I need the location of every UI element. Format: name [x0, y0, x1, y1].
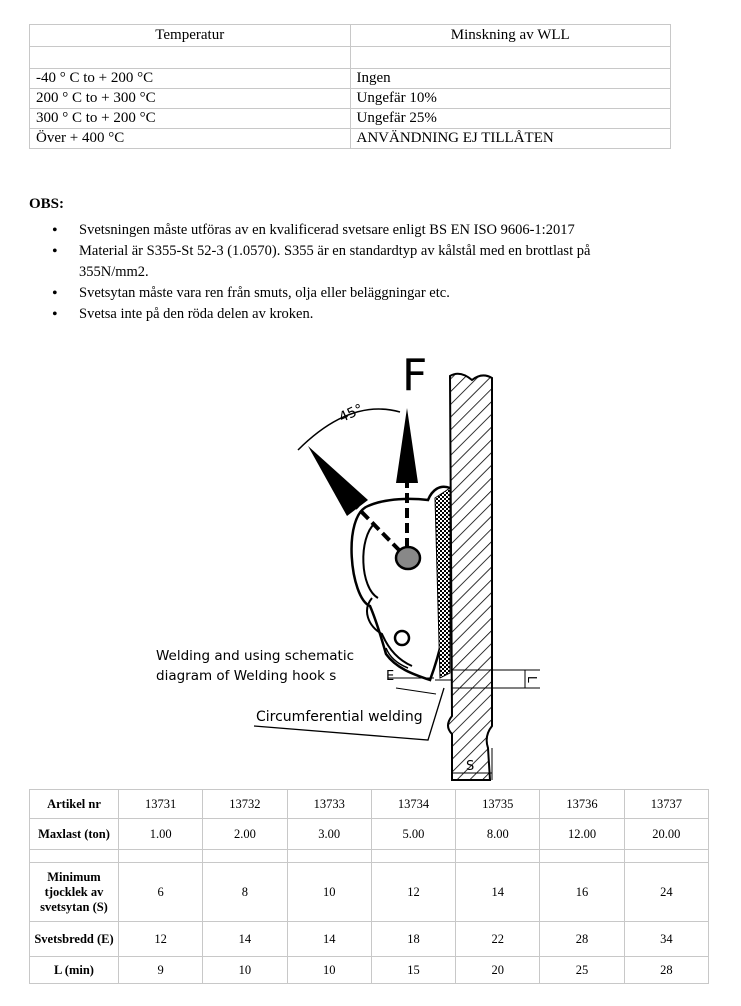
min-thickness-cell: 10	[287, 863, 371, 922]
table-row	[30, 109, 671, 129]
list-item: • Material är S355-St 52-3 (1.0570). S355 är en standardtyp av kålstål med en brottlast på 355N/mm2.	[50, 241, 650, 283]
l-min-cell: 10	[203, 957, 287, 984]
temp-range: Över + 400 °C	[30, 129, 351, 149]
temperature-table	[29, 24, 671, 149]
list-item: • Svetsningen måste utföras av en kvalificerad svetsare enligt BS EN ISO 9606-1:2017	[50, 220, 650, 241]
obs-list	[50, 220, 650, 325]
s-label: S	[466, 759, 475, 774]
wll-reduction: Ingen	[350, 69, 671, 89]
header-minskning: Minskning av WLL	[350, 25, 671, 47]
maxlast-cell: 5.00	[371, 819, 455, 850]
e-label: E	[386, 669, 395, 684]
article-cell: 13731	[119, 790, 203, 819]
temperature-header-row	[30, 25, 671, 47]
table-row	[30, 957, 709, 984]
list-item: • Svetsytan måste vara ren från smuts, olja eller beläggningar etc.	[50, 283, 650, 304]
min-thickness-cell: 8	[203, 863, 287, 922]
table-row	[30, 790, 709, 819]
temperature-blank-row	[30, 47, 671, 69]
caption-line-2: diagram of Welding hook s	[156, 668, 337, 684]
angle-label: 45°	[336, 401, 366, 427]
l-min-cell: 25	[540, 957, 624, 984]
maxlast-cell: 3.00	[287, 819, 371, 850]
min-thickness-cell: 6	[119, 863, 203, 922]
maxlast-cell: 12.00	[540, 819, 624, 850]
l-min-cell: 28	[624, 957, 708, 984]
maxlast-cell: 20.00	[624, 819, 708, 850]
maxlast-cell: 1.00	[119, 819, 203, 850]
spec-table	[29, 789, 709, 984]
l-min-cell: 9	[119, 957, 203, 984]
list-item: • Svetsa inte på den röda delen av kroken.	[50, 304, 650, 325]
svetsbredd-cell: 34	[624, 922, 708, 957]
table-row	[30, 863, 709, 922]
svetsbredd-cell: 12	[119, 922, 203, 957]
article-cell: 13734	[371, 790, 455, 819]
svetsbredd-cell: 18	[371, 922, 455, 957]
l-min-cell: 10	[287, 957, 371, 984]
maxlast-cell: 2.00	[203, 819, 287, 850]
table-row	[30, 69, 671, 89]
steel-plate	[448, 374, 492, 780]
blank-row	[30, 850, 709, 863]
force-label: F	[402, 350, 428, 401]
circumferential-label: Circumferential welding	[256, 709, 423, 725]
article-cell: 13733	[287, 790, 371, 819]
temp-range: -40 ° C to + 200 °C	[30, 69, 351, 89]
l-min-cell: 15	[371, 957, 455, 984]
min-thickness-cell: 24	[624, 863, 708, 922]
table-row	[30, 89, 671, 109]
min-thickness-cell: 14	[456, 863, 540, 922]
temp-range: 200 ° C to + 300 °C	[30, 89, 351, 109]
table-row	[30, 922, 709, 957]
l-min-cell: 20	[456, 957, 540, 984]
svetsbredd-cell: 22	[456, 922, 540, 957]
obs-heading: OBS:	[29, 196, 65, 212]
caption-line-1: Welding and using schematic	[156, 648, 355, 664]
svetsbredd-cell: 14	[203, 922, 287, 957]
min-thickness-cell: 12	[371, 863, 455, 922]
l-label: L	[525, 676, 539, 683]
article-cell: 13732	[203, 790, 287, 819]
svetsbredd-cell: 28	[540, 922, 624, 957]
maxlast-cell: 8.00	[456, 819, 540, 850]
header-temperatur: Temperatur	[30, 25, 351, 47]
wll-reduction: Ungefär 10%	[350, 89, 671, 109]
maxlast-label: Maxlast (ton)	[30, 819, 119, 850]
table-row	[30, 129, 671, 149]
svetsbredd-cell: 14	[287, 922, 371, 957]
wll-reduction: ANVÄNDNING EJ TILLÅTEN	[350, 129, 671, 149]
svetsbredd-label: Svetsbredd (E)	[30, 922, 119, 957]
l-min-label: L (min)	[30, 957, 119, 984]
wll-reduction: Ungefär 25%	[350, 109, 671, 129]
min-thickness-label: Minimum tjocklek av svetsytan (S)	[30, 863, 119, 922]
table-row	[30, 819, 709, 850]
welding-hook-diagram	[150, 348, 539, 784]
article-cell: 13736	[540, 790, 624, 819]
min-thickness-cell: 16	[540, 863, 624, 922]
articles-label: Artikel nr	[30, 790, 119, 819]
article-cell: 13735	[456, 790, 540, 819]
article-cell: 13737	[624, 790, 708, 819]
temp-range: 300 ° C to + 200 °C	[30, 109, 351, 129]
